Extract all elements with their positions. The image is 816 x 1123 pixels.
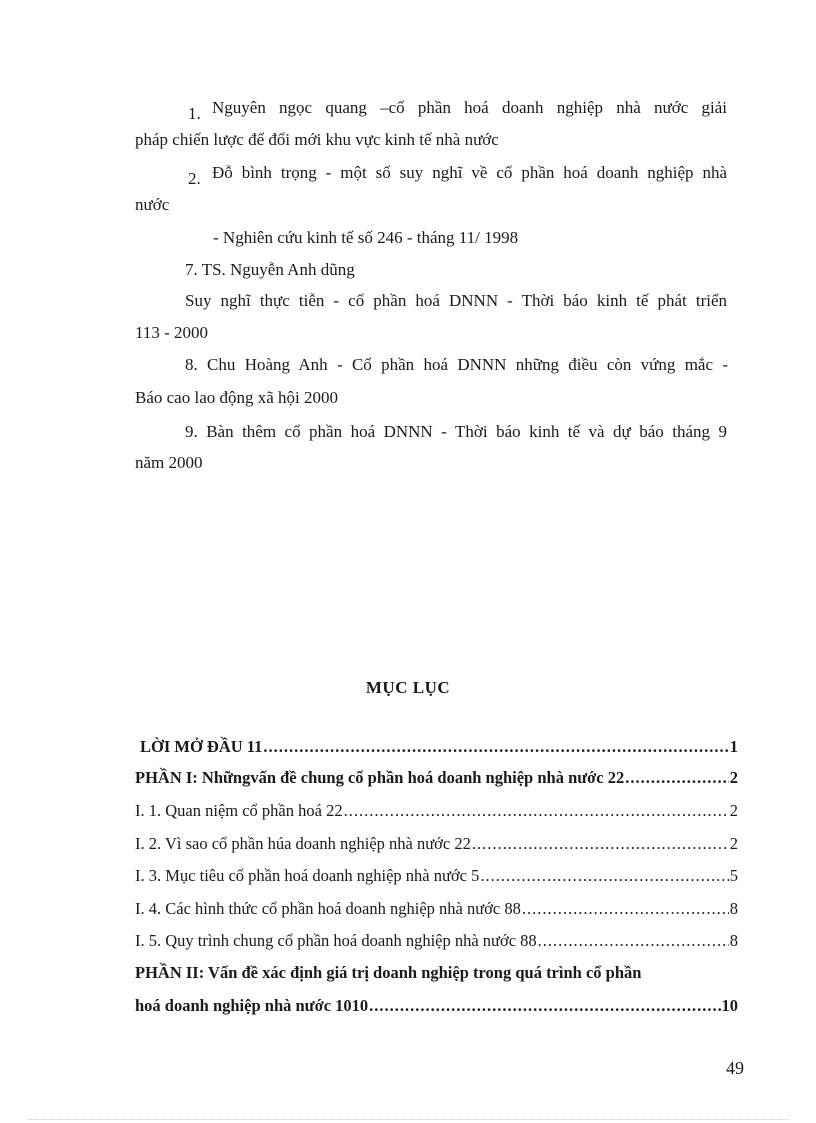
toc-entry-text: I. 5. Quy trình chung cổ phần hoá doanh nghiệp nhà nước 88 — [135, 931, 537, 950]
toc-entry-text: PHẦN I: Nhữngvấn đề chung cổ phần hoá doanh nghiệp nhà nước 22 — [135, 768, 625, 787]
ref2-number: 2. — [188, 169, 201, 188]
toc-entry-page: 2 — [729, 801, 738, 820]
ref2-line2: nước — [135, 195, 170, 214]
toc-entry-page: 5 — [729, 866, 738, 885]
toc-entry-text: LỜI MỞ ĐẦU 11 — [140, 737, 263, 756]
toc-entry-text: I. 3. Mục tiêu cổ phần hoá doanh nghiệp nhà nước 5 — [135, 866, 480, 885]
toc-leader — [625, 768, 729, 788]
toc-entry — [135, 963, 738, 983]
toc-entry — [135, 834, 738, 854]
toc-entry — [140, 737, 738, 757]
toc-entry — [135, 931, 738, 951]
ref1-number: 1. — [188, 104, 201, 123]
toc-entry — [135, 768, 738, 788]
toc-entry-text: hoá doanh nghiệp nhà nước 1010 — [135, 996, 369, 1015]
ref7-line1: 7. TS. Nguyễn Anh dũng — [185, 260, 355, 279]
toc-heading: MỤC LỤC — [365, 678, 451, 697]
ref1-line1: Nguyên ngọc quang –cổ phần hoá doanh nghiệp nhà nước giải — [212, 98, 727, 117]
toc-leader — [522, 899, 729, 919]
toc-entry-page: 2 — [729, 768, 738, 787]
ref1-line2: pháp chiến lược để đổi mới khu vực kinh tế nhà nước — [135, 130, 499, 149]
toc-entry-page: 1 — [729, 737, 738, 756]
toc-entry-page: 8 — [729, 899, 738, 918]
ref2-line1: Đỗ bình trọng - một số suy nghĩ về cổ phần hoá doanh nghiệp nhà — [212, 163, 727, 182]
toc-entry-page: 2 — [729, 834, 738, 853]
toc-entry — [135, 996, 738, 1016]
ref7-line2: Suy nghĩ thực tiễn - cổ phần hoá DNNN - Thời báo kinh tế phát triển — [185, 291, 727, 310]
ref7-line3: 113 - 2000 — [135, 323, 209, 342]
page-bottom-rule — [28, 1119, 788, 1120]
toc-leader — [538, 931, 729, 951]
toc-leader — [480, 866, 728, 886]
ref8-line1: 8. Chu Hoàng Anh - Cổ phần hoá DNNN những điều còn vứng mắc - — [185, 355, 728, 374]
toc-entry-text: I. 2. Vì sao cổ phần húa doanh nghiệp nhà nước 22 — [135, 834, 471, 853]
toc-leader — [472, 834, 729, 854]
ref2-line3: - Nghiên cứu kinh tế số 246 - tháng 11/ 1998 — [213, 228, 519, 247]
toc-entry — [135, 866, 738, 886]
page-number: 49 — [726, 1058, 744, 1078]
toc-leader — [263, 737, 728, 757]
toc-entry-text: I. 4. Các hình thức cổ phần hoá doanh nghiệp nhà nước 88 — [135, 899, 521, 918]
ref9-line1: 9. Bàn thêm cổ phần hoá DNNN - Thời báo kinh tế và dự báo tháng 9 — [185, 422, 727, 441]
toc-entry-text: PHẦN II: Vấn đề xác định giá trị doanh nghiệp trong quá trình cổ phần — [135, 963, 642, 982]
toc-leader — [369, 996, 720, 1016]
toc-entry-page: 8 — [729, 931, 738, 950]
toc-entry-text: I. 1. Quan niệm cổ phần hoá 22 — [135, 801, 343, 820]
toc-entry-page: 10 — [721, 996, 738, 1015]
ref9-line2: năm 2000 — [135, 453, 203, 472]
ref8-line2: Báo cao lao động xã hội 2000 — [135, 388, 339, 407]
toc-leader — [344, 801, 729, 821]
toc-entry — [135, 899, 738, 919]
toc-entry — [135, 801, 738, 821]
